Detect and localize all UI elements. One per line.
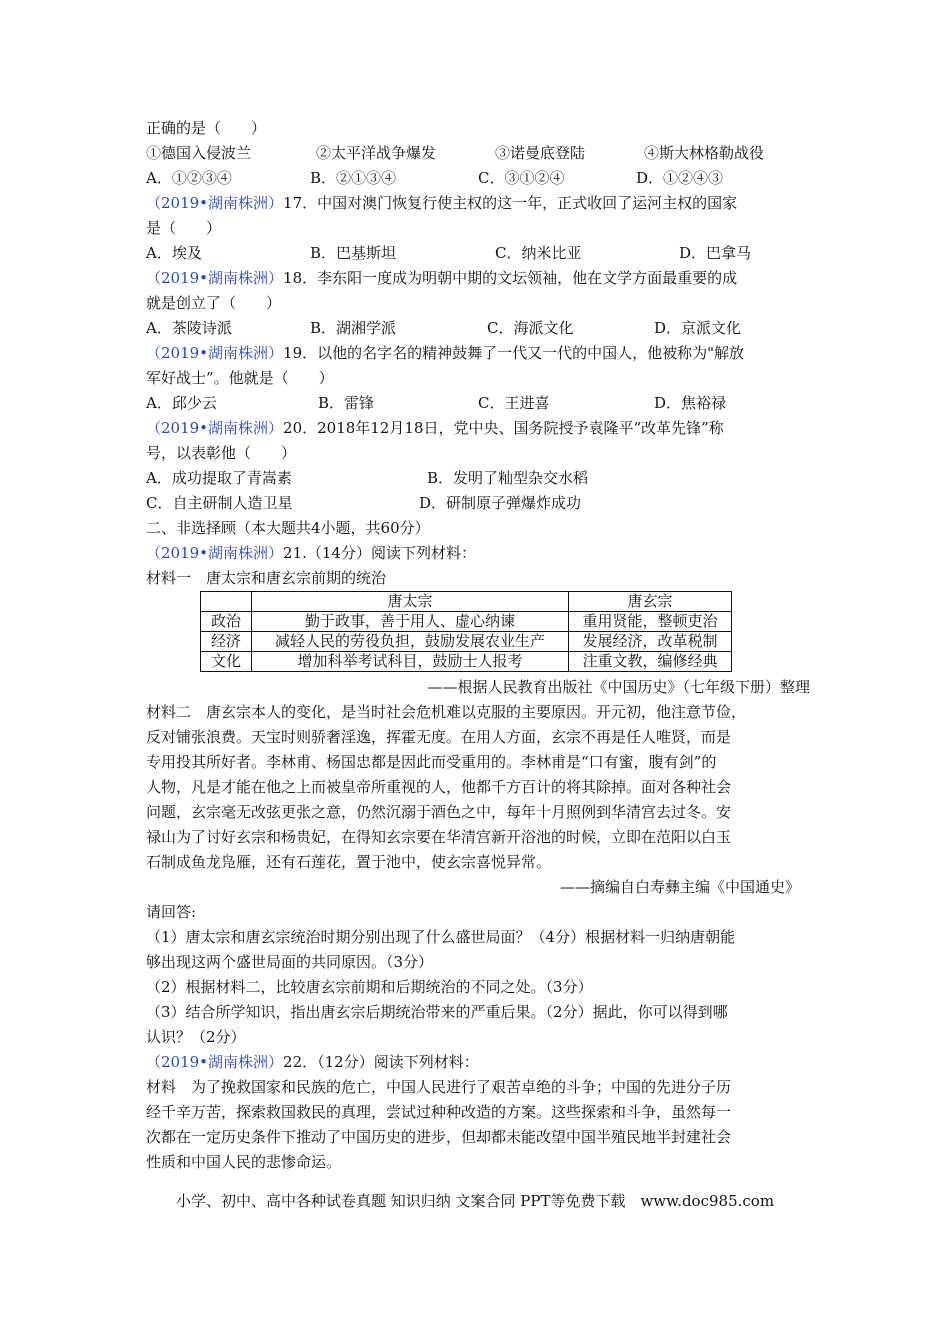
q19-option-b: B．雷锋 (318, 394, 375, 412)
q18-stem-text: 18．李东阳一度成为明朝中期的文坛领袖，他在文学方面最重要的成 (283, 269, 738, 287)
q22-material-line: 性质和中国人民的悲惨命运。 (146, 1153, 342, 1171)
q22-stem-text: 22．（12分）阅读下列材料： (283, 1053, 479, 1071)
q19-stem-cont: 军好战士”。他就是（ ） (146, 369, 334, 387)
q21-subquestion-line: （2）根据材料二，比较唐玄宗前期和后期统治的不同之处。（3分） (146, 978, 593, 996)
q21-material1-title: 材料一 唐太宗和唐玄宗前期的统治 (146, 569, 387, 587)
q19-source: （2019•湖南株洲） (146, 344, 284, 362)
q20-options-row2 (146, 491, 810, 516)
q17-stem-text: 17．中国对澳门恢复行使主权的这一年，正式收回了运河主权的国家 (283, 194, 738, 212)
q19-option-c: C．王进喜 (478, 394, 550, 412)
q17-stem (146, 191, 810, 216)
q19-option-d: D．焦裕禄 (654, 394, 727, 412)
q21-stem-text: 21.（14分）阅读下列材料： (283, 544, 476, 562)
q21-material1-citation: ——根据人民教育出版社《中国历史》（七年级下册）整理 (427, 678, 810, 696)
q21-subquestion-line: （1）唐太宗和唐玄宗统治时期分别出现了什么盛世局面？（4分）根据材料一归纳唐朝能 (146, 928, 736, 946)
q21-source: （2019•湖南株洲） (146, 544, 284, 562)
q21-ask: 请回答: (146, 903, 197, 921)
table-cell: 政治 (201, 612, 252, 632)
q18-option-a: A．茶陵诗派 (146, 319, 232, 337)
q18-option-b: B．湖湘学派 (310, 319, 397, 337)
q16-item-2: ②太平洋战争爆发 (316, 144, 437, 162)
q18-option-c: C．海派文化 (487, 319, 574, 337)
section-heading: 二、非选择顾（本大题共4小题，共60分） (146, 519, 430, 537)
q17-source: （2019•湖南株洲） (146, 194, 284, 212)
q20-source: （2019•湖南株洲） (146, 419, 284, 437)
q20-option-b: B．发明了籼型杂交水稻 (427, 469, 589, 487)
q17-option-c: C．纳米比亚 (495, 244, 582, 262)
q16-items (146, 141, 810, 166)
table-row (201, 632, 732, 652)
table-header-cell: 唐太宗 (252, 592, 569, 612)
q22-source: （2019•湖南株洲） (146, 1053, 284, 1071)
q20-stem-cont: 号，以表彰他（ ） (146, 444, 297, 462)
table-header-row (201, 592, 732, 612)
table-cell: 减轻人民的劳役负担，鼓励发展农业生产 (252, 632, 569, 652)
q16-item-1: ①德国入侵波兰 (146, 144, 252, 162)
q22-material-line: 次都在一定历史条件下推动了中国历史的进步，但却都未能改望中国半殖民地半封建社会 (146, 1128, 732, 1146)
table-cell: 重用贤能，整顿吏治 (569, 612, 732, 632)
q17-option-b: B．巴基斯坦 (310, 244, 397, 262)
q16-option-b: B．②①③④ (310, 169, 397, 187)
table-row (201, 612, 732, 632)
table-cell: 注重文教，编修经典 (569, 652, 732, 672)
document-page (146, 116, 810, 1175)
q16-option-d: D．①②④③ (636, 169, 724, 187)
q22-stem (146, 1050, 810, 1075)
q21-stem (146, 541, 810, 566)
q21-material2-line: 问题，玄宗毫无改弦更张之意，仍然沉溺于酒色之中，每年十月照例到华清宫去过冬。安 (146, 803, 732, 821)
q18-options (146, 316, 810, 341)
q17-options (146, 241, 810, 266)
q16-item-3: ③诺曼底登陆 (495, 144, 586, 162)
table-header-cell: 唐玄宗 (569, 592, 732, 612)
q21-subquestion-line: 够出现这两个盛世局面的共同原因。（3分） (146, 953, 434, 971)
q16-item-4: ④斯大林格勒战役 (644, 144, 765, 162)
q21-material2-line: 禄山为了讨好玄宗和杨贵妃，在得知玄宗要在华清宫新开浴池的时候，立即在范阳以白玉 (146, 828, 732, 846)
q21-material2-line: 人物，凡是才能在他之上而被皇帝所重视的人，他都千方百计的将其除掉。面对各种社会 (146, 778, 732, 796)
q21-material2-citation: ——摘编自白寿彝主编《中国通史》 (559, 878, 800, 896)
q20-stem (146, 416, 810, 441)
q22-material (146, 1075, 810, 1175)
q20-option-c: C．自主研制人造卫星 (146, 494, 293, 512)
q17-option-a: A．埃及 (146, 244, 202, 262)
table-cell: 发展经济，改革税制 (569, 632, 732, 652)
q20-option-d: D．研制原子弹爆炸成功 (419, 494, 582, 512)
q22-material-line: 经千辛万苦，探索救国救民的真理，尝试过种种改造的方案。这些探索和斗争，虽然每一 (146, 1103, 732, 1121)
q18-stem-cont: 就是创立了（ ） (146, 294, 282, 312)
q21-subquestions (146, 925, 810, 1050)
q16-option-a: A．①②③④ (146, 169, 232, 187)
table-cell: 增加科举考试科目，鼓励士人报考 (252, 652, 569, 672)
q22-material-line: 材料 为了挽救国家和民族的危亡，中国人民进行了艰苦卓绝的斗争；中国的先进分子历 (146, 1078, 732, 1096)
q19-stem-text: 19．以他的名字名的精神鼓舞了一代又一代的中国人，他被称为"解放 (283, 344, 745, 362)
table-header-cell (201, 592, 252, 612)
table-cell: 文化 (201, 652, 252, 672)
q21-material2-line: 石制成鱼龙凫雁，还有石莲花，置于池中，使玄宗喜悦异常。 (146, 853, 552, 871)
q19-option-a: A．邱少云 (146, 394, 217, 412)
q21-material2-line: 材料二 唐玄宗本人的变化，是当时社会危机难以克服的主要原因。开元初，他注意节俭， (146, 703, 747, 721)
q16-stem-end: 正确的是（ ） (146, 119, 267, 137)
q18-option-d: D．京派文化 (654, 319, 742, 337)
q21-subquestion-line: （3）结合所学知识，指出唐玄宗后期统治带来的严重后果。（2分）据此，你可以得到哪 (146, 1003, 728, 1021)
q20-options-row1 (146, 466, 810, 491)
q21-subquestion-line: 认识？（2分） (146, 1028, 246, 1046)
table-cell: 勤于政事，善于用人、虚心纳谏 (252, 612, 569, 632)
q21-material2-line: 专用投其所好者。李林甫、杨国忠都是因此而受重用的。李林甫是“口有蜜，腹有剑”的 (146, 753, 717, 771)
q19-options (146, 391, 810, 416)
q21-material2 (146, 700, 810, 875)
q20-stem-text: 20．2018年12月18日，党中央、国务院授予袁隆平“改革先锋”称 (283, 419, 724, 437)
table-row (201, 652, 732, 672)
q19-stem (146, 341, 810, 366)
q16-options (146, 166, 810, 191)
table-cell: 经济 (201, 632, 252, 652)
q17-option-d: D．巴拿马 (679, 244, 752, 262)
q17-stem-cont: 是（ ） (146, 219, 222, 237)
q16-option-c: C．③①②④ (478, 169, 565, 187)
q18-source: （2019•湖南株洲） (146, 269, 284, 287)
page-footer: 小学、初中、高中各种试卷真题 知识归纳 文案合同 PPT等免费下载 www.doc985.com (175, 1192, 775, 1210)
q20-option-a: A．成功提取了青嵩素 (146, 469, 292, 487)
q21-material2-line: 反对铺张浪费。天宝时则骄奢淫逸，挥霍无度。在用人方面，玄宗不再是任人唯贤，而是 (146, 728, 732, 746)
q18-stem (146, 266, 810, 291)
comparison-table (200, 591, 732, 672)
